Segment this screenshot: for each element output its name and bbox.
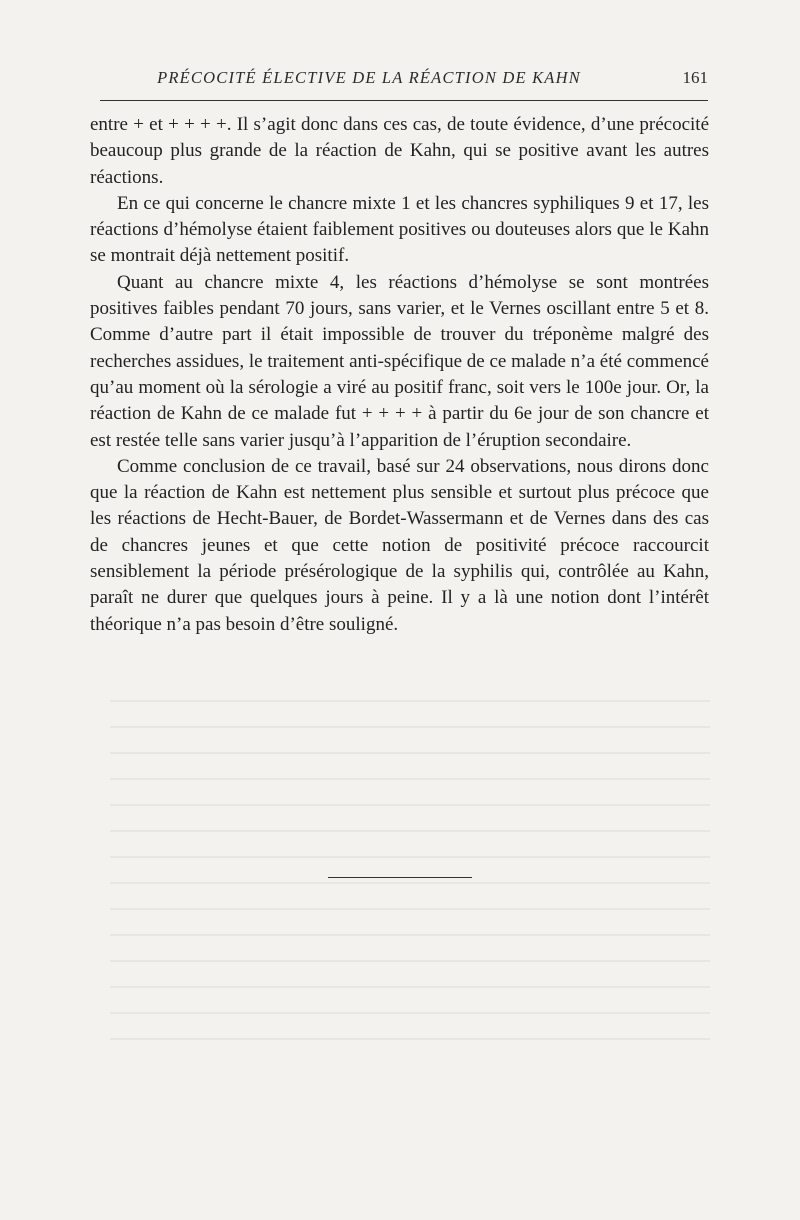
page-number: 161 — [682, 68, 708, 87]
paragraph-2: En ce qui concerne le chancre mixte 1 et les chancres syphiliques 9 et 17, les réactions d’hémolyse étaient faiblement positives ou douteuses alors que le Kahn se montrait déjà nettement positif. — [90, 192, 709, 267]
header-rule — [100, 100, 708, 101]
body-text — [90, 112, 709, 638]
running-head — [100, 66, 708, 92]
paragraph-3: Quant au chancre mixte 4, les réactions d’hémolyse se sont montrées positives faibles pendant 70 jours, sans varier, et le Vernes oscillant entre 5 et 8. Comme d’autre part il était impossible de trouver du tréponème malgré des recherches assidues, le traitement anti-spécifique de ce malade n’a été commencé qu’au moment où la sérologie a viré au positif franc, soit vers le 100e jour. Or, la réaction de Kahn de ce malade fut + + + + à partir du 6e jour de son chancre et est restée telle sans varier jusqu’à l’apparition de l’éruption secondaire. — [90, 271, 709, 451]
end-rule — [328, 877, 472, 878]
running-title: PRÉCOCITÉ ÉLECTIVE DE LA RÉACTION DE KAHN — [157, 68, 581, 87]
paragraph-1: entre + et + + + +. Il s’agit donc dans ces cas, de toute évidence, d’une précocité beaucoup plus grande de la réaction de Kahn, qui se positive avant les autres réactions. — [90, 114, 709, 188]
paragraph-4: Comme conclusion de ce travail, basé sur 24 observations, nous dirons donc que la réaction de Kahn est nettement plus sensible et surtout plus précoce que les réactions de Hecht-Bauer, de Bordet-Wassermann et de Vernes dans des cas de chancres jeunes et que cette notion de positivité précoce raccourcit sensiblement la période présérologique de la syphilis qui, contrôlée au Kahn, paraît ne durer que quelques jours à peine. Il y a là une notion dont l’intérêt théorique n’a pas besoin d’être souligné. — [90, 455, 709, 635]
show-through-texture — [110, 700, 710, 1080]
